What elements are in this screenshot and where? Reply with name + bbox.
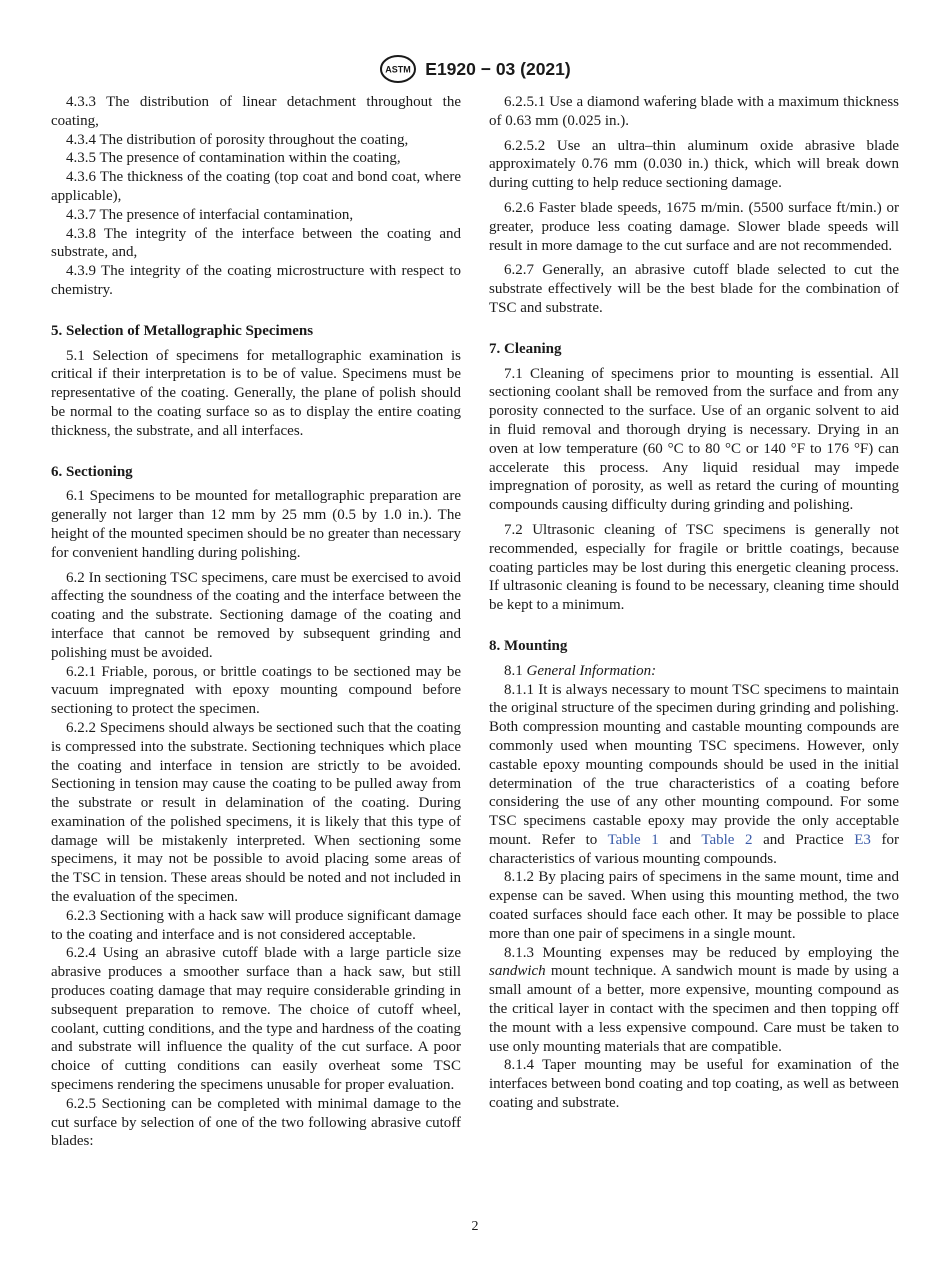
clause-8-1-3-text: 8.1.3 Mounting expenses may be reduced by employing the xyxy=(504,944,899,961)
clause-4-3-9: 4.3.9 The integrity of the coating microstructure with respect to chemistry. xyxy=(51,263,461,298)
page-header xyxy=(0,54,950,84)
clause-7-1: 7.1 Cleaning of specimens prior to mounting is essential. All sectioning coolant shall be removed from the surface and from any porosity connected to the surface. Use of an organic solvent to aid in fluid removal and thorough drying is necessary. Drying in an oven at low temperature (60 °C to 80 °C or 140 °F to 176 °F) can accelerate this process. Any liquid residual may impede impregnation of porosity, as well as retard the curing of mounting compounds causing difficulty during grinding and polishing. xyxy=(489,365,899,514)
clause-4-3-4: 4.3.4 The distribution of porosity throughout the coating, xyxy=(66,131,409,148)
section-7-heading: 7. Cleaning xyxy=(489,340,562,357)
clause-4-3-8: 4.3.8 The integrity of the interface between the coating and substrate, and, xyxy=(51,225,461,261)
clause-6-2: 6.2 In sectioning TSC specimens, care must be exercised to avoid affecting the soundness of the coating and the interface between the coating and the substrate. Sectioning damage of the coating and interface that cannot be removed by subsequent grinding and polishing must be avoided. xyxy=(51,569,461,661)
sandwich-term: sandwich xyxy=(489,963,546,980)
clause-4-3-5: 4.3.5 The presence of contamination within the coating, xyxy=(66,150,401,167)
clause-8-1-3-tail: mount technique. A sandwich mount is made by using a small amount of a better, more expensive, mounting compound as the critical layer in contact with the specimen and then topping off the mount with a less expensive compound. Care must be taken to use only mounting materials that are compatible. xyxy=(489,963,899,1055)
clause-6-2-4: 6.2.4 Using an abrasive cutoff blade with a large particle size abrasive produces a smoother surface than a hack saw, but still produces coating damage that may require considerable grinding in subsequent preparation to remove. The choice of cutoff wheel, coolant, cutting conditions, and the type and hardness of the coating and substrate will influence the quality of the cut surface. A poor choice of cutting conditions can easily overheat some TSC specimens rendering the specimens unusable for proper evaluation. xyxy=(51,945,461,1094)
clause-8-1-number: 8.1 xyxy=(504,662,523,679)
clause-6-2-6: 6.2.6 Faster blade speeds, 1675 m/min. (5500 surface ft/min.) or greater, produce less coating damage. Slower blade speeds will result in more damage to the cut surface and are not recommended. xyxy=(489,199,899,254)
left-column xyxy=(51,93,461,1151)
clause-6-2-3: 6.2.3 Sectioning with a hack saw will produce significant damage to the coating and interface and is not considered acceptable. xyxy=(51,907,461,943)
clause-6-2-2: 6.2.2 Specimens should always be sectioned such that the coating is compressed into the substrate. Sectioning techniques which place the coating and interface in tension are strictly to be avoided. Sectioning in tension may cause the coating to be pulled away from the substrate or result in delamination of the coating. During examination of the polished specimens, it is likely that this type of damage will be mistakenly interpreted. When sectioning some specimens, it may not be possible to avoid placing some areas of the TSC in tension. These areas should be noted and not included in the evaluation of the specimen. xyxy=(51,719,461,906)
clause-7-2: 7.2 Ultrasonic cleaning of TSC specimens is generally not recommended, especially for fragile or brittle coatings, because coating particles may be lost during this energetic cleaning process. If ultrasonic cleaning is found to be necessary, cleaning time should be kept to a minimum. xyxy=(489,521,899,614)
section-6-heading: 6. Sectioning xyxy=(51,463,133,480)
clause-8-1-2: 8.1.2 By placing pairs of specimens in the same mount, time and expense can be saved. When using this mounting method, the two coated surfaces should face each other. It may be possible to place more than one pair of specimens in a single mount. xyxy=(489,869,899,942)
clause-4-3-3: 4.3.3 The distribution of linear detachment throughout the coating, xyxy=(51,94,461,129)
clause-8-1 xyxy=(489,662,899,681)
clause-6-2-1: 6.2.1 Friable, porous, or brittle coatings to be sectioned may be vacuum impregnated with epoxy mounting compound before sectioning to protect the specimen. xyxy=(51,663,461,718)
table-2-link[interactable]: Table 2 xyxy=(701,831,753,848)
clause-6-1: 6.1 Specimens to be mounted for metallographic preparation are generally not larger than 12 mm by 25 mm (0.5 by 1.0 in.). The height of the mounted specimen should be no greater than necessary for convenient handling during polishing. xyxy=(51,488,461,561)
right-column xyxy=(489,93,899,1113)
clause-8-1-1 xyxy=(489,681,899,869)
clause-8-1-1-practice: and Practice xyxy=(763,831,844,848)
clause-8-1-1-and: and xyxy=(669,831,692,848)
svg-text:ASTM: ASTM xyxy=(385,64,412,75)
clause-8-1-3 xyxy=(489,944,899,1057)
clause-6-2-7: 6.2.7 Generally, an abrasive cutoff blade selected to cut the substrate effectively will be the best blade for the combination of TSC and substrate. xyxy=(489,262,899,316)
clause-6-2-5: 6.2.5 Sectioning can be completed with minimal damage to the cut surface by selection of one of the two following abrasive cutoff blades: xyxy=(51,1095,461,1150)
clause-8-1-1-text: 8.1.1 It is always necessary to mount TSC specimens to maintain the original structure of the specimen during grinding and polishing. Both compression mounting and castable mounting compounds are commonly used when mounting TSC specimens. However, only castable epoxy mounting compounds should be used in the initial determination of the true characteristics of a coating before considering the use of any other mounting compound. For some TSC specimens castable epoxy may provide the only acceptable mount. Refer to xyxy=(489,681,899,848)
clause-8-1-title: General Information: xyxy=(526,662,657,679)
table-1-link[interactable]: Table 1 xyxy=(607,831,659,848)
section-5-heading: 5. Selection of Metallographic Specimens xyxy=(51,322,314,339)
clause-4-3-7: 4.3.7 The presence of interfacial contamination, xyxy=(66,206,354,223)
standard-designation: E1920 − 03 (2021) xyxy=(425,58,571,79)
clause-4-3-6: 4.3.6 The thickness of the coating (top coat and bond coat, where applicable), xyxy=(51,169,461,204)
practice-e3-link[interactable]: E3 xyxy=(854,831,871,848)
section-8-heading: 8. Mounting xyxy=(489,637,568,654)
page-number: 2 xyxy=(471,1219,479,1234)
clause-6-2-5-1: 6.2.5.1 Use a diamond wafering blade with a maximum thickness of 0.63 mm (0.025 in.). xyxy=(489,94,899,129)
clause-5-1: 5.1 Selection of specimens for metallographic examination is critical if their interpretation is to be of value. Specimens must be representative of the coating. Generally, the plane of polish should be normal to the coating surface so as to display the entire coating thickness, the substrate, and all interfaces. xyxy=(51,347,461,439)
clause-6-2-5-2: 6.2.5.2 Use an ultra–thin aluminum oxide abrasive blade approximately 0.76 mm (0.030 in.) thick, which will break down during cutting to help reduce sectioning damage. xyxy=(489,137,899,192)
astm-logo-icon xyxy=(379,54,417,84)
clause-8-1-1-tail: for characteristics of various mounting compounds. xyxy=(489,831,900,867)
clause-8-1-4: 8.1.4 Taper mounting may be useful for examination of the interfaces between bond coating and top coating, as well as between coating and substrate. xyxy=(489,1057,899,1112)
